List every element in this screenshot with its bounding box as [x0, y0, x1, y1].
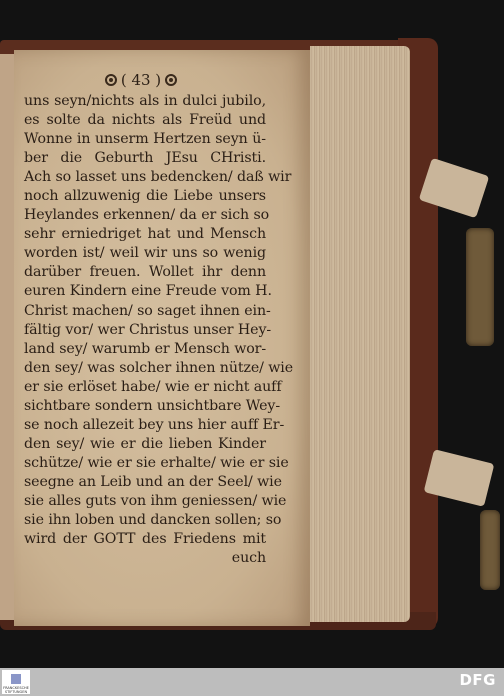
text-line: euren Kindern eine Freude vom H. — [24, 283, 272, 300]
text-line: Heylandes erkennen/ da er sich so — [24, 207, 270, 224]
viewer-footer-bar — [0, 668, 504, 696]
text-line: fältig vor/ wer Christus unser Hey- — [24, 321, 272, 338]
catchword: euch — [231, 550, 266, 567]
text-line: sie alles guts von ihm geniessen/ wie — [24, 492, 287, 509]
dfg-logo[interactable]: DFG — [459, 671, 496, 689]
rosette-icon — [105, 74, 117, 86]
clasp-upper-icon — [466, 228, 494, 346]
page-header — [96, 71, 186, 89]
page-text — [24, 92, 294, 568]
institution-logo[interactable] — [2, 670, 30, 694]
text-line: land sey/ warumb er Mensch wor- — [24, 340, 267, 357]
text-line: den sey/ wie er die lieben Kinder — [24, 435, 266, 452]
text-line: Christ machen/ so saget ihnen ein- — [24, 302, 271, 319]
text-line: se noch allezeit bey uns hier auff Er- — [24, 416, 285, 433]
clasp-lower-icon — [480, 510, 500, 590]
text-line: wird der GOTT des Friedens mit — [24, 531, 266, 548]
text-line: den sey/ was solcher ihnen nütze/ wie — [24, 359, 294, 376]
text-line: noch allzuwenig die Liebe unsers — [24, 188, 266, 205]
text-line: er sie erlöset habe/ wie er nicht auff — [24, 378, 282, 395]
text-line: darüber freuen. Wollet ihr denn — [24, 264, 266, 281]
text-line: Wonne in unserm Hertzen seyn ü- — [24, 131, 266, 148]
text-line: ber die Geburth JEsu CHristi. — [24, 150, 266, 167]
text-line: seegne an Leib und an der Seel/ wie — [24, 473, 282, 490]
text-line: sichtbare sondern unsichtbare Wey- — [24, 397, 281, 414]
logo-mark-icon — [11, 674, 21, 684]
text-line: uns seyn/nichts als in dulci jubilo, — [24, 93, 266, 109]
page-block-edge — [310, 46, 410, 622]
text-line: es solte da nichts als Freüd und — [24, 112, 266, 129]
rosette-icon — [165, 74, 177, 86]
text-line: sie ihn loben und dancken sollen; so — [24, 512, 282, 529]
logo-caption: FRANCKESCHE STIFTUNGEN — [3, 686, 29, 694]
text-line: Ach so lasset uns bedencken/ daß wir — [24, 169, 292, 186]
text-line: schütze/ wie er sie erhalte/ wie er sie — [24, 454, 289, 471]
text-line: worden ist/ weil wir uns so wenig — [24, 245, 266, 262]
text-line: sehr erniedriget hat und Mensch — [24, 226, 266, 243]
page-number: ( 43 ) — [120, 71, 162, 89]
